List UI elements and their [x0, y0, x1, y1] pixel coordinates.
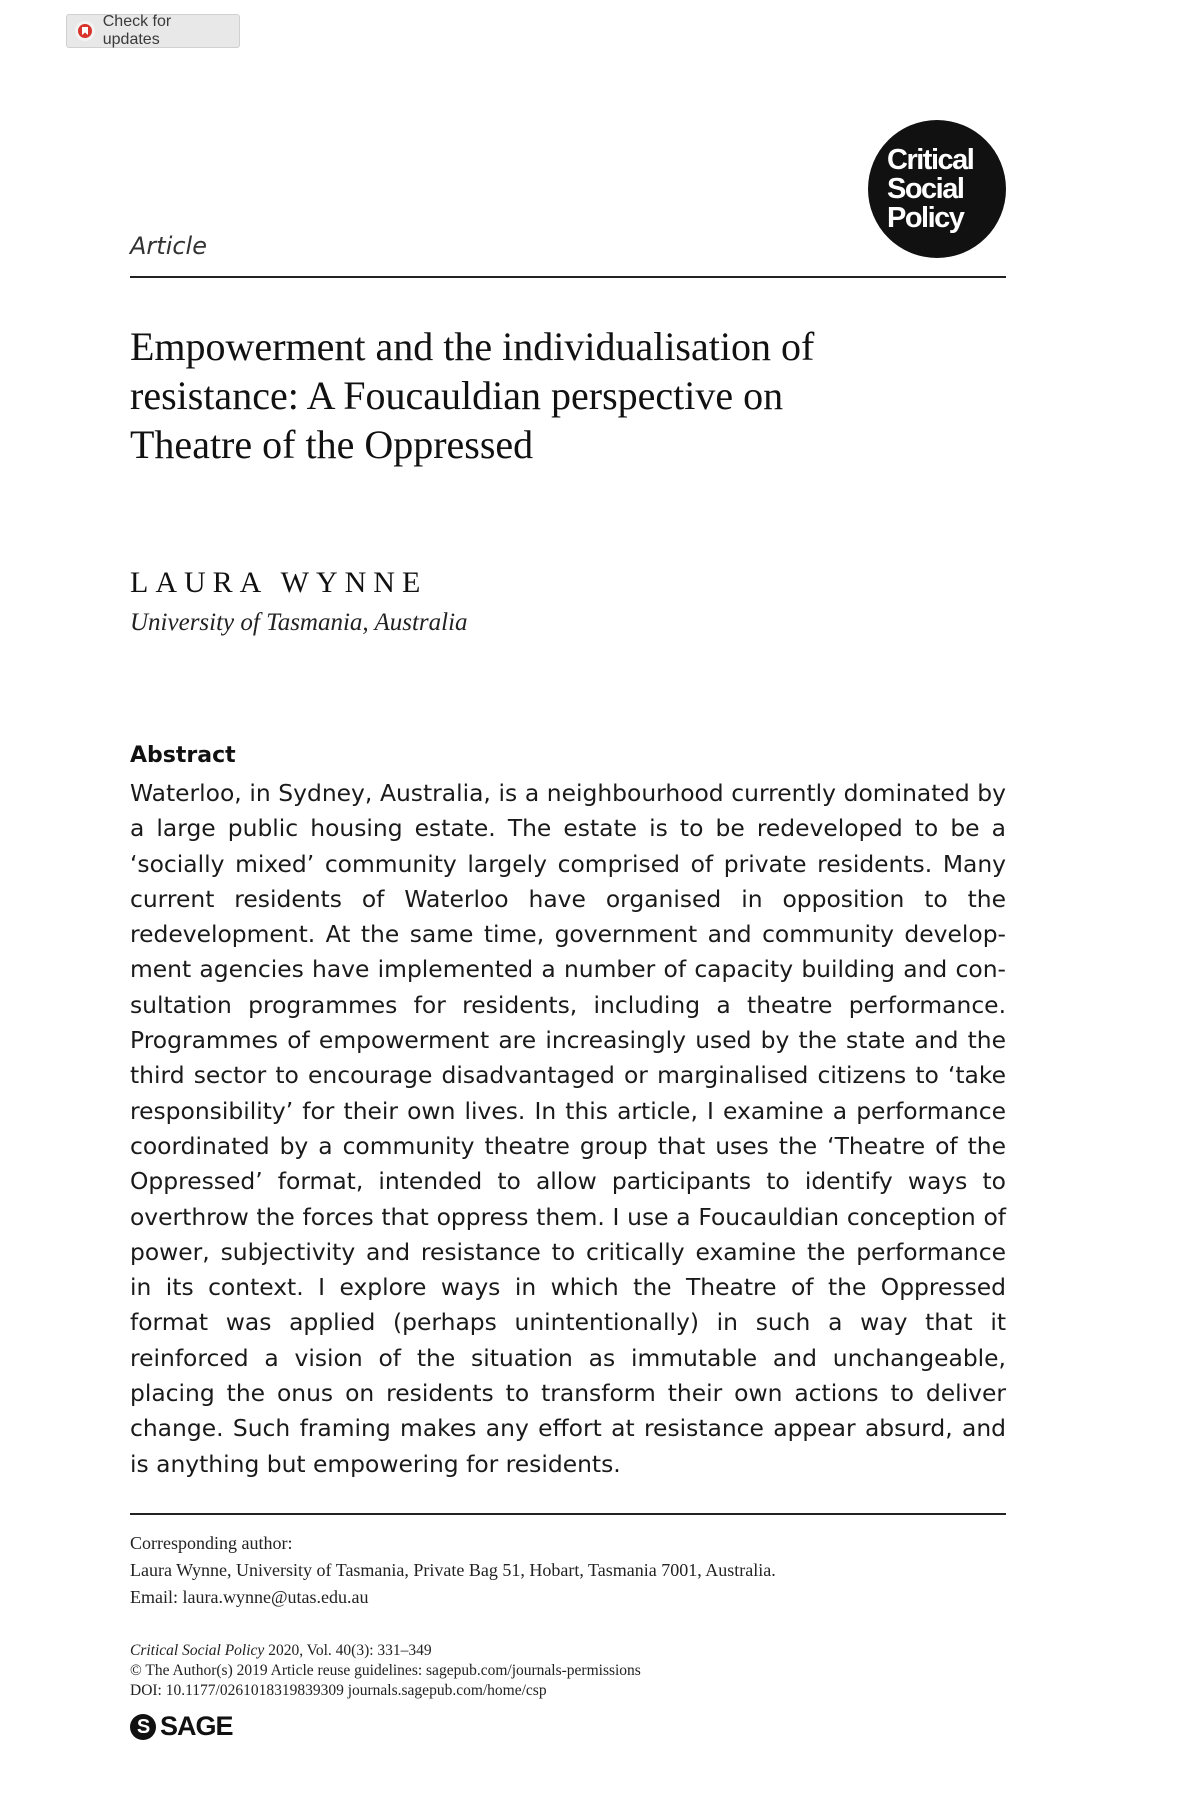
journal-logo-line: Social [887, 172, 964, 205]
citation-line [130, 1641, 641, 1661]
corresponding-author-address: Laura Wynne, University of Tasmania, Private Bag 51, Hobart, Tasmania 7001, Australia. [130, 1560, 776, 1580]
citation-block [130, 1641, 641, 1701]
copyright-line: © The Author(s) 2019 Article reuse guidelines: sagepub.com/journals-permissions [130, 1662, 641, 1679]
corresponding-author-label: Corresponding author: [130, 1533, 293, 1553]
journal-name: Critical Social Policy [130, 1642, 265, 1659]
journal-logo-line: Critical [887, 143, 974, 176]
publisher-name: SAGE [160, 1711, 233, 1741]
abstract-text: Waterloo, in Sydney, Australia, is a neighbourhood currently dominated by a large public housing estate. The estate is to be redeveloped to be a ‘socially mixed’ community largely comprised of private residents. Many current residents of Waterloo have organised in opposition to the redevelopment. At the same time, government and community development agencies have implemented a number of capacity building and consultation programmes for residents, including a theatre performance. Programmes of empowerment are increasingly used by the state and the third sector to encourage disadvantaged or marginalised citizens to ‘take responsibility’ for their own lives. In this article, I examine a performance coordinated by a community theatre group that uses the ‘Theatre of the Oppressed’ format, intended to allow participants to identify ways to overthrow the forces that oppress them. I use a Foucauldian conception of power, subjectivity and resistance to critically examine the performance in its context. I explore ways in which the Theatre of the Oppressed format was applied (perhaps unintentionally) in such a way that it reinforced a vision of the situation as immutable and unchangeable, placing the onus on residents to transform their own actions to deliver change. Such framing makes any effort at resistance appear absurd, and is anything but empowering for residents. [130, 779, 1006, 1478]
publisher-mark-icon: S [130, 1714, 156, 1740]
abstract-heading: Abstract [130, 743, 236, 768]
check-for-updates-label: Check for updates [102, 13, 172, 48]
author-name: LAURA WYNNE [130, 566, 428, 599]
journal-logo [868, 120, 1006, 258]
journal-logo-line: Policy [887, 201, 964, 234]
header-divider [130, 276, 1006, 278]
author-affiliation: University of Tasmania, Australia [130, 609, 468, 636]
article-type-label: Article [130, 232, 207, 260]
check-for-updates-button[interactable] [66, 14, 240, 48]
corresponding-author-email: Email: laura.wynne@utas.edu.au [130, 1587, 369, 1607]
check-updates-icon [75, 21, 95, 41]
doi-line: DOI: 10.1177/0261018319839309 journals.sagepub.com/home/csp [130, 1682, 547, 1699]
footnote-divider [130, 1513, 1006, 1515]
article-title: Empowerment and the individualisation of resistance: A Foucauldian perspective on Theatre of the Oppressed [130, 324, 815, 467]
publisher-logo [130, 1711, 233, 1742]
citation-details: 2020, Vol. 40(3): 331–349 [264, 1642, 432, 1659]
corresponding-author-block [130, 1530, 776, 1611]
